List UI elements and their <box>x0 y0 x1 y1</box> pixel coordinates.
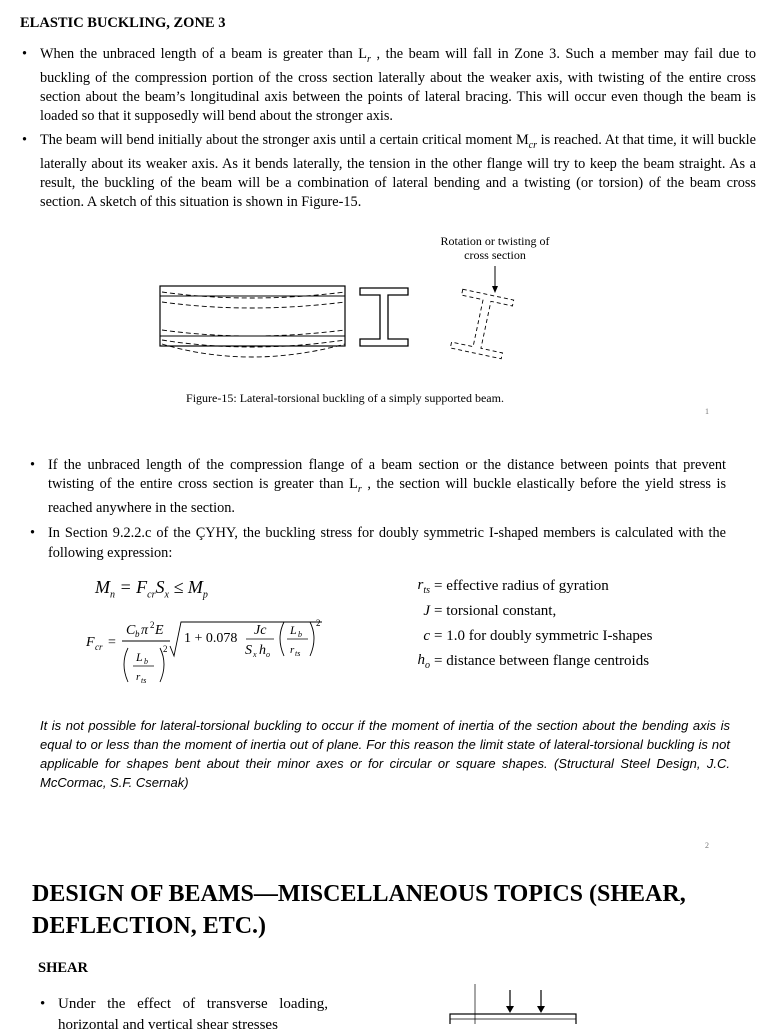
list-item: • In Section 9.2.2.c of the ÇYHY, the buckling stress for doubly symmetric I-shaped members is calculated with the following expression: <box>30 525 726 561</box>
section-heading-elastic-buckling: ELASTIC BUCKLING, ZONE 3 <box>20 15 226 31</box>
svg-text:2: 2 <box>316 618 321 628</box>
svg-text:C: C <box>126 623 136 638</box>
svg-text:h: h <box>259 643 266 658</box>
svg-text:S: S <box>245 643 252 658</box>
subheading-shear: SHEAR <box>38 960 88 976</box>
definition-row: $h_o$ = distance between flange centroids <box>417 652 650 671</box>
bullet-list-buckling-stress <box>28 456 726 569</box>
svg-text:ts: ts <box>141 676 147 685</box>
svg-text:1 + 0.078: 1 + 0.078 <box>184 631 238 646</box>
list-item: • If the unbraced length of the compression flange of a beam section or the distance between points that prevent twisting of the entire cross section is greater than $L_r$ , the section will buckle elastically before the yield stress is reached anywhere in the section. <box>30 457 727 517</box>
svg-text:E: E <box>155 623 164 638</box>
bullet-icon: • <box>30 457 36 473</box>
shear-beam-figure <box>440 982 590 1024</box>
bullet-icon: • <box>22 46 28 62</box>
definition-row: c = 1.0 for doubly symmetric I-shapes <box>423 628 653 644</box>
svg-text:b: b <box>298 630 302 639</box>
svg-text:2: 2 <box>163 644 168 654</box>
quote-block: It is not possible for lateral-torsional buckling to occur if the moment of inertia of the section about the bending axis is equal to or less than the moment of inertia out of plane. For this reason the limit state of lateral-torsional buckling is not applicable for shapes bent about their minor axes or for circular or square shapes. (Structural Steel Design, J.C. McCormac, S.F. Csernak) <box>40 718 730 790</box>
list-item: • When the unbraced length of a beam is greater than $L_r$ , the beam will fall in Zone 3. Such a member may fail due to buckling of the compression portion of the cross section laterally about the weaker axis, with twisting of the entire cross section about the beam’s longitudinal axis between the points of lateral bracing. This will occur even though the beam is loaded so that it supposedly will bend about the stronger axis. <box>22 46 756 125</box>
svg-text:F: F <box>86 635 95 650</box>
bullet-icon: • <box>22 131 28 148</box>
list-item: • The beam will bend initially about the stronger axis until a certain critical moment $M_{cr}$ is reached. At that time, it will buckle laterally about its weaker axis. As it bends laterally, the tension in the other flange will try to keep the beam straight. As a result, the buckling of the beam will be a combination of lateral bending and a twisting (or torsion) of the beam cross section. A sketch of this situation is shown in Figure-15. <box>22 131 757 211</box>
figure-caption: Figure-15: Lateral-torsional buckling of a simply supported beam. <box>186 391 504 405</box>
equation-critical-stress <box>82 616 342 692</box>
svg-text:Jc: Jc <box>254 623 267 638</box>
svg-text:b: b <box>144 657 148 666</box>
svg-text:o: o <box>266 650 270 659</box>
page-number: 1 <box>705 407 709 416</box>
bullet-icon: • <box>40 996 46 1012</box>
svg-text:ts: ts <box>295 649 301 658</box>
definition-row: $r_{ts}$ = effective radius of gyration <box>417 577 609 596</box>
page-number: 2 <box>705 841 709 850</box>
svg-text:cr: cr <box>95 642 103 652</box>
bullet-list-zone3 <box>20 45 756 216</box>
svg-text:r: r <box>290 644 295 656</box>
svg-text:L: L <box>136 650 143 664</box>
equation-nominal-moment: $M_n = F_{cr}S_x \le M_p$ <box>95 577 208 601</box>
page-title: DESIGN OF BEAMS—MISCELLANEOUS TOPICS (SHEAR, DEFLECTION, ETC.) <box>32 881 686 939</box>
bullet-icon: • <box>30 525 36 542</box>
lateral-torsional-buckling-figure <box>150 262 540 374</box>
svg-text:2: 2 <box>150 620 155 630</box>
svg-text:b: b <box>135 629 140 639</box>
definition-row: J = torsional constant, <box>423 603 557 619</box>
svg-text:=: = <box>108 635 116 650</box>
definitions-list <box>380 574 652 674</box>
list-item: • Under the effect of transverse loading, horizontal and vertical shear stresses <box>40 996 328 1033</box>
svg-text:x: x <box>253 650 257 659</box>
svg-text:r: r <box>136 671 141 683</box>
svg-text:π: π <box>141 623 149 638</box>
svg-text:L: L <box>290 623 297 637</box>
bullet-list-shear <box>38 994 328 1036</box>
figure-annotation: Rotation or twisting of cross section <box>440 234 550 262</box>
